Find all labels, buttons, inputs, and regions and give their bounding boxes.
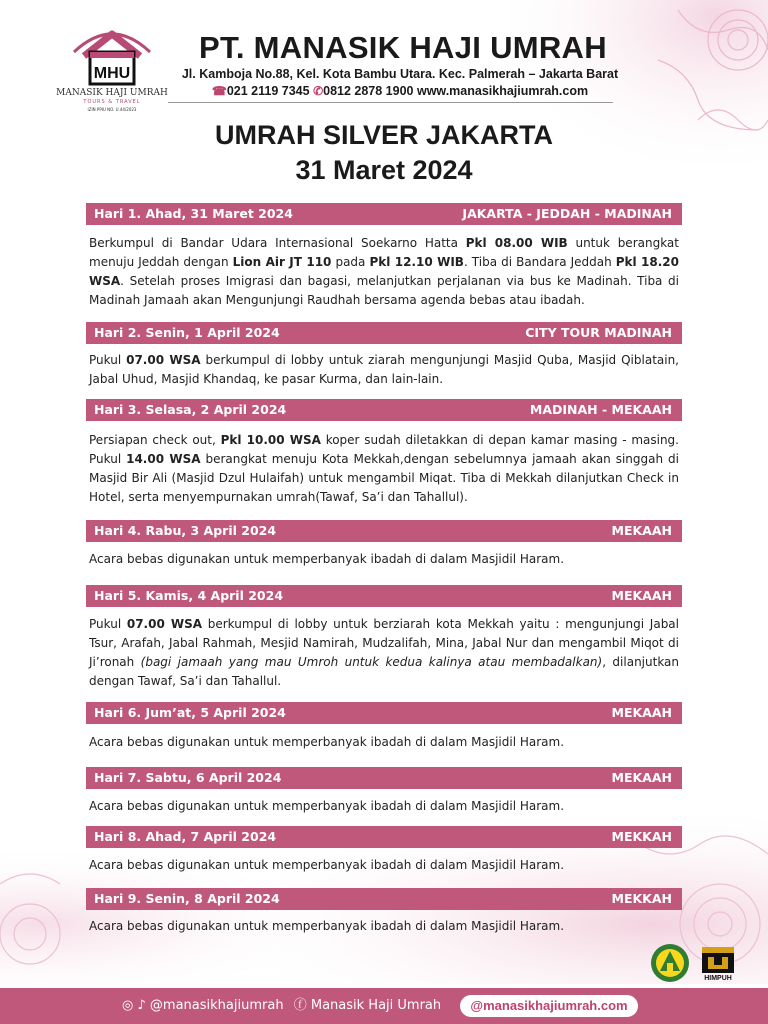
day-header (86, 702, 682, 724)
day-route: MEKAAH (611, 523, 672, 538)
company-name: PT. MANASIK HAJI UMRAH (199, 30, 607, 65)
day-label: Hari 8. Ahad, 7 April 2024 (94, 829, 277, 844)
tiktok-icon[interactable]: ♪ (137, 998, 146, 1013)
day-description: Acara bebas digunakan untuk memperbanyak ibadah di dalam Masjidil Haram. (89, 799, 565, 813)
facebook-icon[interactable]: ⓕ (293, 998, 307, 1013)
day-header (86, 826, 682, 848)
day-description: Acara bebas digunakan untuk memperbanyak ibadah di dalam Masjidil Haram. (89, 735, 565, 749)
day-route: MEKKAH (611, 891, 672, 906)
whatsapp-icon: ✆ (313, 84, 324, 98)
whatsapp-number: 0812 2878 1900 (323, 84, 414, 98)
day-header (86, 585, 682, 607)
kaaba-logo-icon (62, 22, 162, 92)
footer-social (122, 988, 441, 1024)
facebook-page[interactable]: Manasik Haji Umrah (310, 998, 442, 1013)
day-header (86, 399, 682, 421)
header-divider (168, 102, 613, 103)
himpuh-emblem-icon (700, 945, 736, 975)
day-header (86, 203, 682, 225)
day-label: Hari 6. Jum’at, 5 April 2024 (94, 705, 286, 720)
package-date: 31 Maret 2024 (295, 155, 473, 185)
day-header (86, 520, 682, 542)
svg-text:MHU: MHU (93, 65, 131, 82)
logo-license: IZIN PPIU NO. U.44/2023 (87, 107, 137, 112)
footer-website-link[interactable]: @manasikhajiumrah.com (460, 995, 638, 1017)
day-description: Berkumpul di Bandar Udara Internasional Soekarno Hatta Pkl 08.00 WIB untuk berangkat menuju Jeddah dengan Lion Air JT 110 pada Pkl 12.10 WIB. Tiba di Bandara Jeddah Pkl 18.20 WSA. Setelah proses Imigrasi dan bagasi, melanjutkan perjalanan via bus ke Madinah. Tiba di Madinah Jamaah akan Mengunjungi Raudhah bersama agenda bebas atau ibadah. (89, 236, 679, 307)
company-address: Jl. Kamboja No.88, Kel. Kota Bambu Utara. Kec. Palmerah – Jakarta Barat (181, 67, 619, 81)
company-contact (180, 84, 620, 98)
day-label: Hari 5. Kamis, 4 April 2024 (94, 588, 284, 603)
phone-number: 021 2119 7345 (226, 84, 310, 98)
day-route: MEKAAH (611, 588, 672, 603)
day-description: Pukul 07.00 WSA berkumpul di lobby untuk ziarah mengunjungi Masjid Quba, Masjid Qiblatain, Jabal Uhud, Masjid Khandaq, ke pasar Kurma, dan lain-lain. (89, 353, 680, 386)
day-label: Hari 4. Rabu, 3 April 2024 (94, 523, 277, 538)
day-label: Hari 2. Senin, 1 April 2024 (94, 325, 280, 340)
day-description: Acara bebas digunakan untuk memperbanyak ibadah di dalam Masjidil Haram. (89, 919, 565, 933)
package-title: UMRAH SILVER JAKARTA (214, 120, 553, 150)
logo-tagline: TOURS & TRAVEL (83, 99, 141, 105)
day-route: MEKKAH (611, 829, 672, 844)
day-route: MEKAAH (611, 705, 672, 720)
day-header (86, 767, 682, 789)
day-description: Persiapan check out, Pkl 10.00 WSA koper sudah diletakkan di depan kamar masing - masing. Pukul 14.00 WSA berangkat menuju Kota Mekkah,dengan sebelumnya jamaah akan singgah di Masjid Bir Ali (Masjid Dzul Hulaifah) untuk mengambil Miqat. Tiba di Mekkah dilanjutkan Check in Hotel, serta menyempurnakan umrah(Tawaf, Sa’i dan Tahallul). (89, 433, 679, 504)
day-label: Hari 7. Sabtu, 6 April 2024 (94, 770, 282, 785)
himpuh-label: HIMPUH (704, 975, 732, 982)
day-route: MADINAH - MEKAAH (529, 402, 672, 417)
instagram-icon[interactable]: ◎ (122, 998, 134, 1013)
day-route: JAKARTA - JEDDAH - MADINAH (462, 206, 672, 221)
company-logo (56, 22, 168, 122)
instagram-handle[interactable]: @manasikhajiumrah (149, 998, 284, 1013)
day-label: Hari 1. Ahad, 31 Maret 2024 (94, 206, 293, 221)
kemenag-logo-icon (650, 943, 690, 983)
day-description: Acara bebas digunakan untuk memperbanyak ibadah di dalam Masjidil Haram. (89, 858, 565, 872)
day-description: Pukul 07.00 WSA berkumpul di lobby untuk berziarah kota Mekkah yaitu : mengunjungi Jabal Tsur, Arafah, Jabal Rahmah, Mesjid Namirah, Mudzalifah, Mina, Jabal Nur dan mengambil Miqot di Ji’ronah (bagi jamaah yang mau Umroh untuk kedua kalinya atau membadalkan), dilanjutkan dengan Tawaf, Sa’i dan Tahallul. (89, 617, 680, 688)
day-header (86, 322, 682, 344)
day-route: MEKAAH (611, 770, 672, 785)
phone-icon: ☎ (211, 84, 227, 98)
footer-bar (0, 988, 768, 1024)
day-label: Hari 3. Selasa, 2 April 2024 (94, 402, 287, 417)
logo-caption: MANASIK HAJI UMRAH (56, 88, 168, 98)
day-label: Hari 9. Senin, 8 April 2024 (94, 891, 280, 906)
day-description: Acara bebas digunakan untuk memperbanyak ibadah di dalam Masjidil Haram. (89, 552, 565, 566)
day-route: CITY TOUR MADINAH (525, 325, 672, 340)
day-header (86, 888, 682, 910)
himpuh-logo (700, 945, 736, 985)
website-link[interactable]: www.manasikhajiumrah.com (416, 84, 589, 98)
